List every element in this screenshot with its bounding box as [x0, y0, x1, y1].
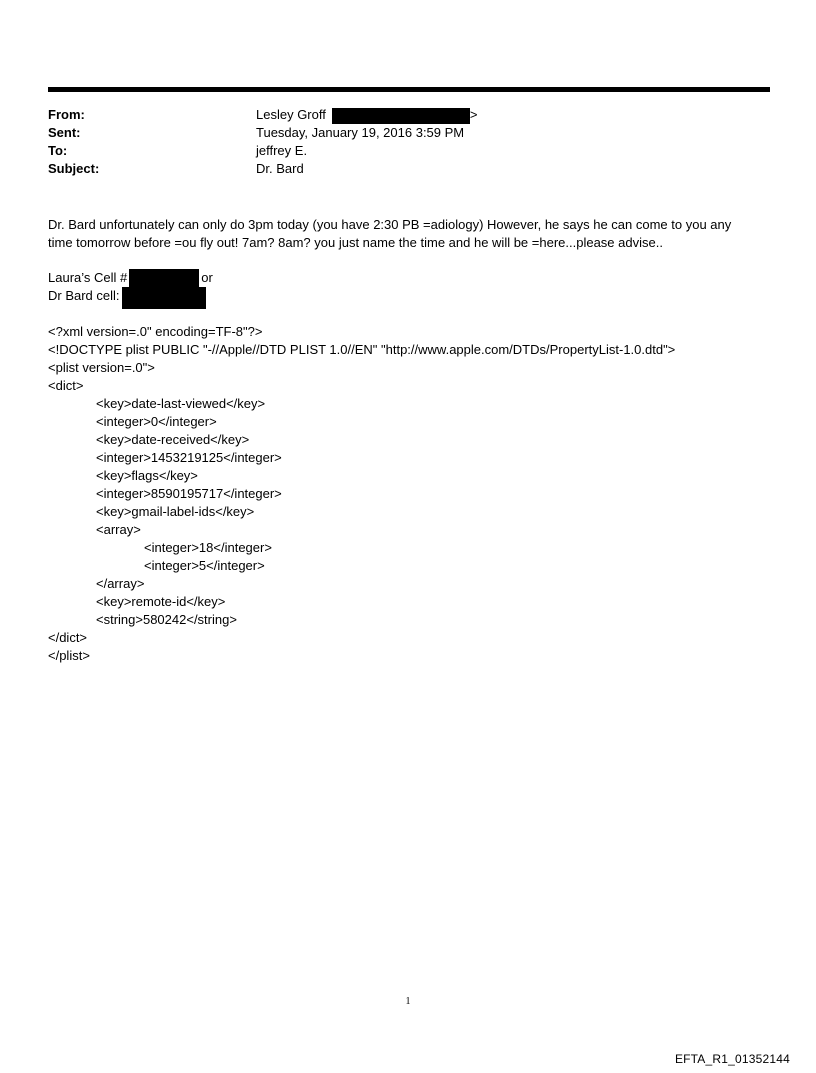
xml-line: <key>date-last-viewed</key> — [96, 396, 266, 411]
xml-line: <?xml version=.0" encoding=TF-8"?> — [48, 324, 263, 339]
from-label: From: — [48, 107, 85, 122]
to-value: jeffrey E. — [256, 143, 308, 158]
from-row — [48, 106, 477, 124]
xml-line: <integer>5</integer> — [144, 558, 265, 573]
xml-line: <plist version=.0"> — [48, 360, 155, 375]
xml-line: <key>flags</key> — [96, 468, 198, 483]
redacted-phone — [122, 287, 206, 309]
xml-line: <integer>1453219125</integer> — [96, 450, 282, 465]
page-number: 1 — [405, 996, 411, 1007]
laura-cell-suffix: or — [201, 270, 213, 285]
xml-line: <integer>8590195717</integer> — [96, 486, 282, 501]
laura-cell-label: Laura’s Cell # — [48, 270, 128, 285]
to-row — [48, 142, 477, 160]
xml-line: <!DOCTYPE plist PUBLIC "-//Apple//DTD PLIST 1.0//EN" "http://www.apple.com/DTDs/PropertyList-1.0.dtd"> — [48, 342, 676, 357]
xml-line: <key>gmail-label-ids</key> — [96, 504, 255, 519]
body-line-2: time tomorrow before =ou fly out! 7am? 8am? you just name the time and he will be =here...please advise.. — [48, 235, 663, 250]
from-value — [256, 106, 477, 124]
laura-cell-row — [48, 269, 213, 287]
subject-value: Dr. Bard — [256, 161, 304, 176]
redacted-email — [332, 108, 470, 124]
redacted-phone — [129, 269, 199, 287]
plist-xml — [48, 323, 675, 665]
email-header — [48, 106, 477, 178]
email-body — [48, 216, 763, 252]
xml-line: </dict> — [48, 630, 88, 645]
sent-value: Tuesday, January 19, 2016 3:59 PM — [256, 125, 465, 140]
xml-line: <array> — [96, 522, 141, 537]
xml-line: </array> — [96, 576, 145, 591]
xml-line: <dict> — [48, 378, 84, 393]
subject-row — [48, 160, 477, 178]
sent-label: Sent: — [48, 125, 81, 140]
contacts-block — [48, 269, 213, 305]
sent-row — [48, 124, 477, 142]
to-label: To: — [48, 143, 68, 158]
bard-cell-row — [48, 287, 213, 305]
xml-line: </plist> — [48, 648, 90, 663]
bard-cell-label: Dr Bard cell: — [48, 288, 120, 303]
xml-line: <integer>18</integer> — [144, 540, 272, 555]
xml-line: <key>remote-id</key> — [96, 594, 226, 609]
bates-number: EFTA_R1_01352144 — [674, 1052, 790, 1066]
xml-line: <integer>0</integer> — [96, 414, 217, 429]
xml-line: <string>580242</string> — [96, 612, 237, 627]
header-divider — [48, 87, 770, 92]
from-name: Lesley Groff — [256, 107, 326, 122]
subject-label: Subject: — [48, 161, 100, 176]
from-suffix: > — [469, 107, 478, 122]
xml-line: <key>date-received</key> — [96, 432, 250, 447]
body-line-1: Dr. Bard unfortunately can only do 3pm today (you have 2:30 PB =adiology) However, he says he can come to you any — [48, 217, 732, 232]
